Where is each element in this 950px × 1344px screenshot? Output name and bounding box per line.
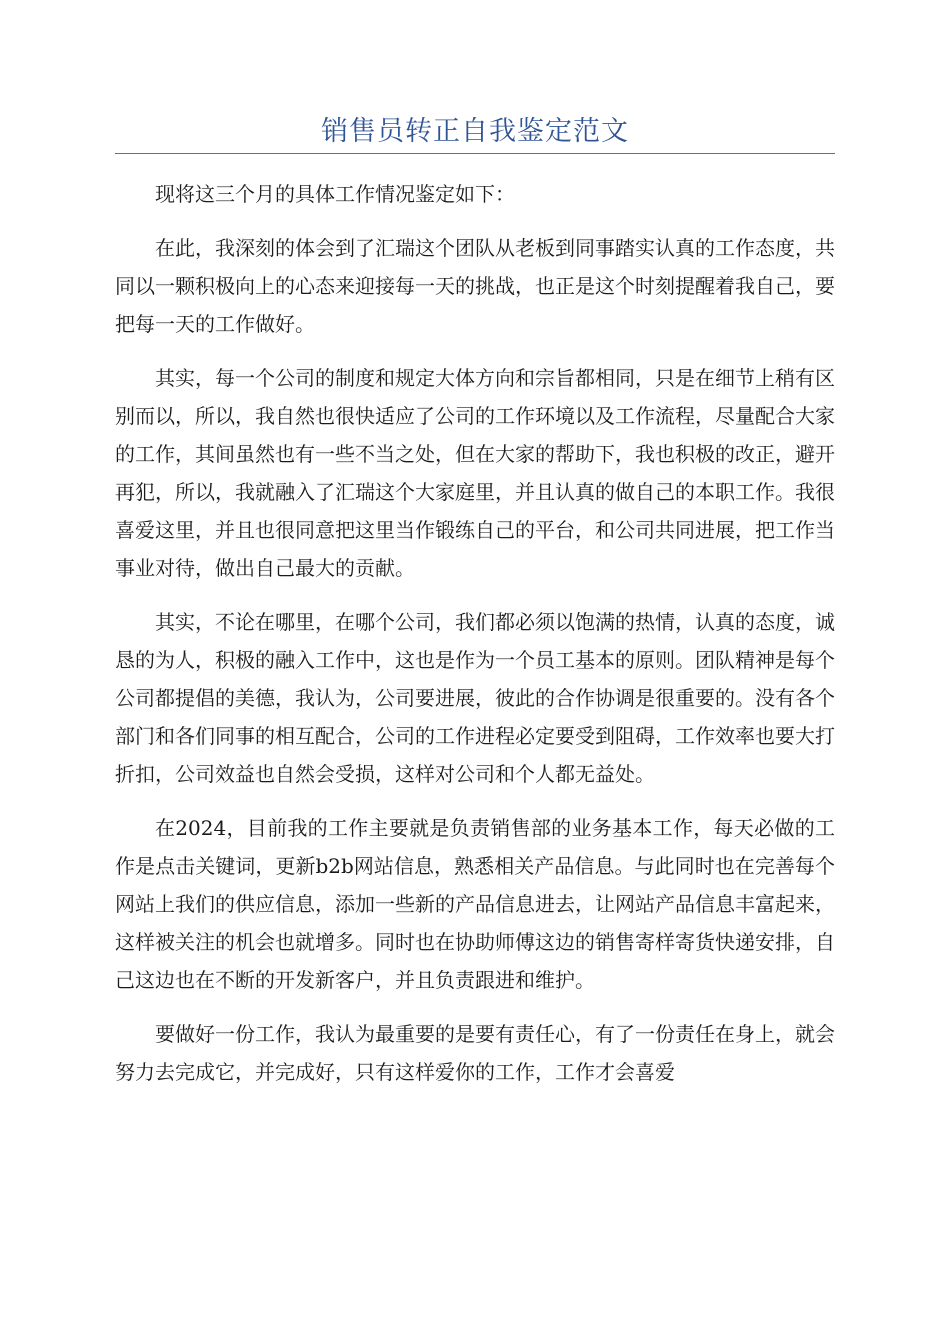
document-body xyxy=(115,175,835,1107)
paragraph: 要做好一份工作，我认为最重要的是要有责任心，有了一份责任在身上，就会努力去完成它，并完成好，只有这样爱你的工作，工作才会喜爱 xyxy=(115,1022,835,1084)
document-title: 销售员转正自我鉴定范文 xyxy=(321,116,629,147)
paragraph: 在2024，目前我的工作主要就是负责销售部的业务基本工作，每天必做的工作是点击关键词，更新b2b网站信息，熟悉相关产品信息。与此同时也在完善每个网站上我们的供应信息，添加一些新的产品信息进去，让网站产品信息丰富起来，这样被关注的机会也就增多。同时也在协助师傅这边的销售寄样寄货快递安排，自己这边也在不断的开发新客户，并且负责跟进和维护。 xyxy=(115,816,835,992)
title-underline-rule xyxy=(115,153,835,154)
paragraph: 现将这三个月的具体工作情况鉴定如下： xyxy=(155,182,515,206)
paragraph: 在此，我深刻的体会到了汇瑞这个团队从老板到同事踏实认真的工作态度，共同以一颗积极向上的心态来迎接每一天的挑战，也正是这个时刻提醒着我自己，要把每一天的工作做好。 xyxy=(115,236,835,336)
paragraph: 其实，每一个公司的制度和规定大体方向和宗旨都相同，只是在细节上稍有区别而以，所以，我自然也很快适应了公司的工作环境以及工作流程，尽量配合大家的工作，其间虽然也有一些不当之处，但在大家的帮助下，我也积极的改正，避开再犯，所以，我就融入了汇瑞这个大家庭里，并且认真的做自己的本职工作。我很喜爱这里，并且也很同意把这里当作锻练自己的平台，和公司共同进展，把工作当事业对待，做出自己最大的贡献。 xyxy=(115,366,835,580)
paragraph: 其实，不论在哪里，在哪个公司，我们都必须以饱满的热情，认真的态度，诚恳的为人，积极的融入工作中，这也是作为一个员工基本的原则。团队精神是每个公司都提倡的美德，我认为，公司要进展，彼此的合作协调是很重要的。没有各个部门和各们同事的相互配合，公司的工作进程必定要受到阻碍，工作效率也要大打折扣，公司效益也自然会受损，这样对公司和个人都无益处。 xyxy=(115,610,835,786)
